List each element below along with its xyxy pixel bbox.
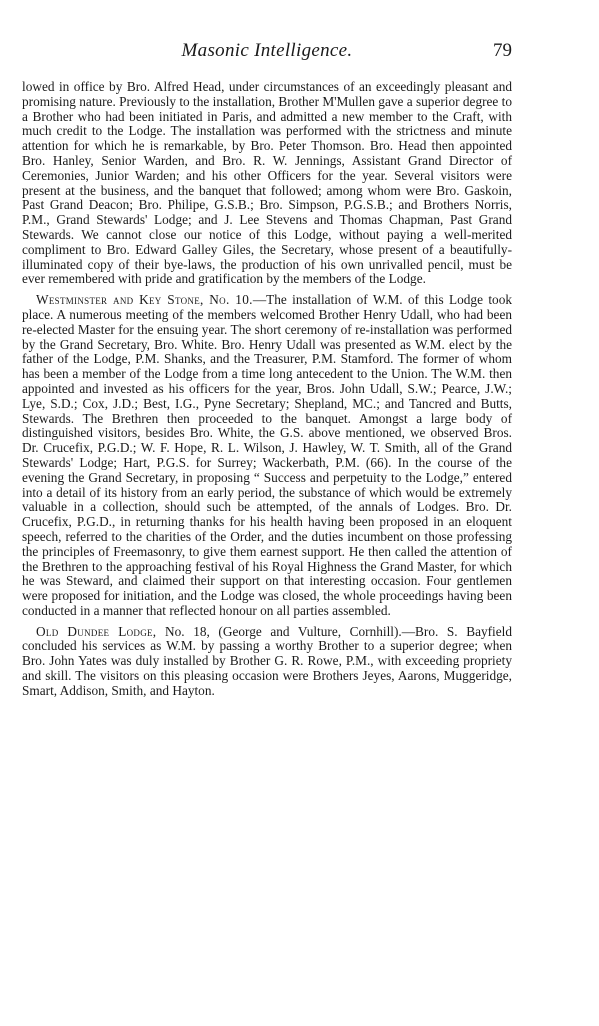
paragraph-text: No. 18, (George and Vulture, Cornhill).—Bro. S. Bayfield concluded his services as W.M. by passing a worthy Brother to a superior degree; when Bro. John Yates was duly installed by Brother G. R. Rowe, P.M., with exceeding propriety and skill. The visitors on this pleasing occasion were Brothers Jeyes, Aarons, Muggeridge, Smart, Addison, Smith, and Hayton.: [22, 623, 512, 698]
lodge-heading: Westminster and Key Stone, No. 10.: [36, 292, 253, 308]
paragraph-old-dundee: [22, 625, 512, 699]
article-body: [22, 80, 512, 699]
paragraph-westminster: [22, 293, 512, 619]
page-number: 79: [493, 40, 512, 61]
page: [22, 40, 512, 705]
paragraph-continued: lowed in office by Bro. Alfred Head, under circumstances of an exceedingly pleasant and promising nature. Previously to the installation, Brother M'Mullen gave a superior degree to a Brother who had been initiated in Paris, and admitted a new member to the Craft, with much credit to the Lodge. The installation was performed with the strictness and minute attention for which he is remarkable, by Bro. Peter Thomson. Bro. Head then appointed Bro. Hanley, Senior Warden, and Bro. R. W. Jennings, Assistant Grand Director of Ceremonies, Junior Warden; and his other Officers for the year. Several visitors were present at the business, and the banquet that followed; among whom were Bro. Gaskoin, Past Grand Deacon; Bro. Philipe, G.S.B.; Bro. Simpson, P.G.S.B.; and Brothers Norris, P.M., Grand Stewards' Lodge; and J. Lee Stevens and Thomas Chapman, Past Grand Stewards. We cannot close our notice of this Lodge, without paying a well-merited compliment to Bro. Edward Galley Giles, the Secretary, whose present of a beautifully-illuminated copy of their bye-laws, the production of his own unrivalled pencil, must be ever remembered with pride and gratification by the members of the Lodge.: [22, 79, 512, 287]
paragraph-text: —The installation of W.M. of this Lodge took place. A numerous meeting of the members welcomed Brother Henry Udall, who had been re-elected Master for the ensuing year. The short ceremony of re-installation was performed by the Grand Secretary, Bro. White. Bro. Henry Udall was presented as W.M. elect by the father of the Lodge, P.M. Shanks, and the Treasurer, P.M. Stamford. The former of whom has been a member of the Lodge from a time long antecedent to the Union. The W.M. then appointed and invested as his officers for the year, Bros. John Udall, S.W.; Pearce, J.W.; Lye, S.D.; Cox, J.D.; Best, I.G., Pyne Secretary; Shepland, MC.; and Tancred and Butts, Stewards. The Brethren then proceeded to the banquet. Amongst a large body of distinguished visitors, besides Bro. White, the G.S. above mentioned, we observed Bros. Dr. Crucefix, P.G.D.; W. F. Hope, R. L. Wilson, J. Hawley, W. T. Smith, all of the Grand Stewards' Lodge; Hart, P.G.S. for Surrey; Wackerbath, P.M. (66). In the course of the evening the Grand Secretary, in proposing “ Success and perpetuity to the Lodge,” entered into a detail of its history from an early period, the substance of which would be extremely valuable in a collection, should such be attempted, of the annals of Lodges. Bro. Dr. Crucefix, P.G.D., in returning thanks for his health having been proposed in an eloquent speech, referred to the charities of the Order, and the duties incumbent on those professing the principles of Freemasonry, to give them earnest support. He then called the attention of the Brethren to the approaching festival of his Royal Highness the Grand Master, for which he was Steward, and claimed their support on that interesting occasion. Four gentlemen were proposed for initiation, and the Lodge was closed, the whole proceedings having been conducted in a manner that reflected honour on all parties assembled.: [22, 292, 512, 618]
running-title: Masonic Intelligence.: [181, 40, 353, 61]
page-header: [22, 40, 512, 70]
lodge-heading: Old Dundee Lodge,: [36, 623, 157, 639]
